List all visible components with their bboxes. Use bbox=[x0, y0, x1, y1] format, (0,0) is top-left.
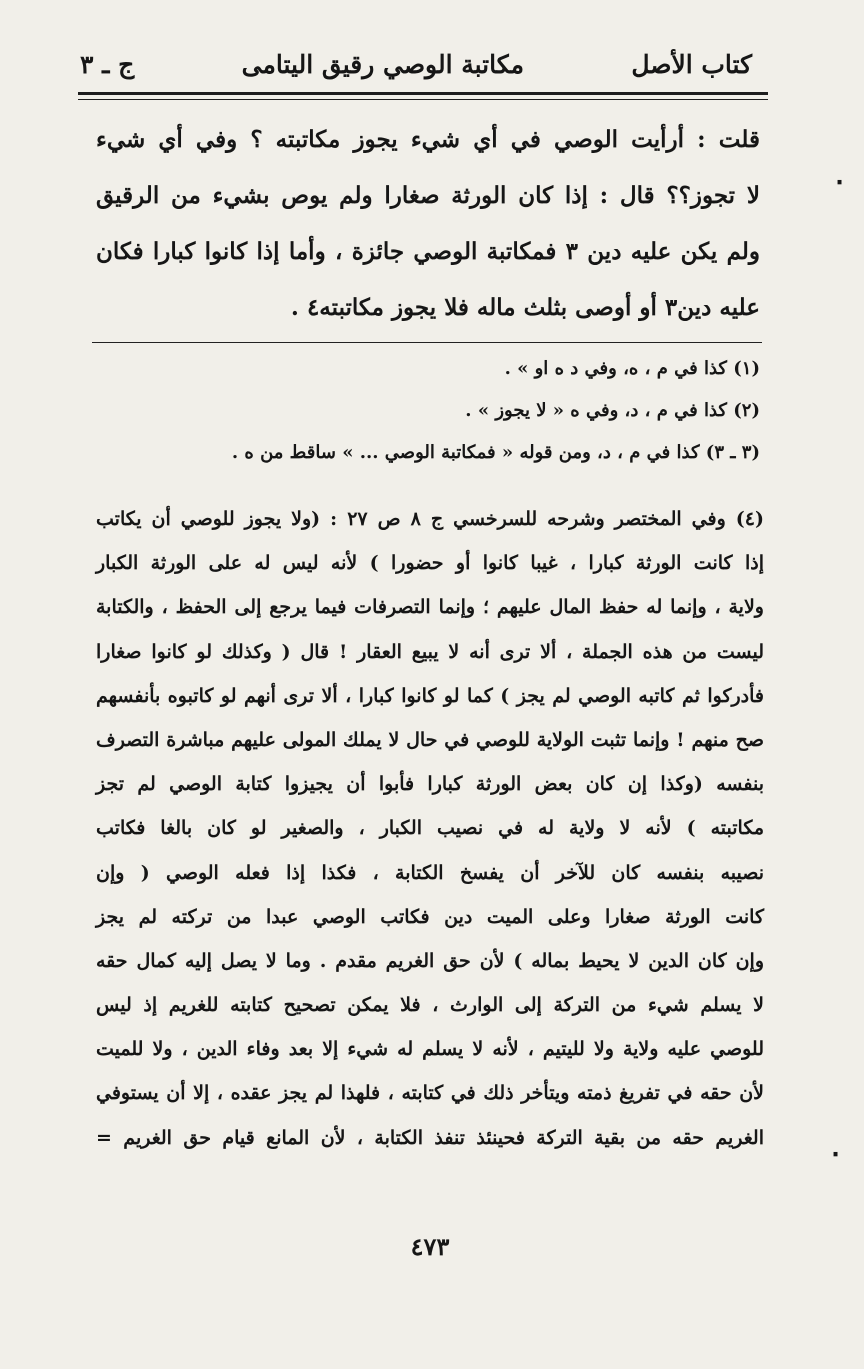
margin-mark: ٠ bbox=[832, 164, 848, 197]
main-text-line: ولم يكن عليه دين ٣ فمكاتبة الوصي جائزة ، وأما إذا كانوا كبارا فكان bbox=[96, 238, 761, 265]
footnote-4-line: ولاية ، وإنما له حفظ المال عليهم ؛ وإنما التصرفات فيما يرجع إلى الحفظ ، والكتابة bbox=[96, 596, 764, 619]
footnote-4-line: صح منهم ! وإنما تثبت الولاية للوصي في حال لا يملك المولى عليهم مباشرة التصرف bbox=[96, 728, 764, 751]
footnote-4-line: للوصي عليه ولاية ولا لليتيم ، لأنه لا يسلم له شيء إلا بعد وفاء الدين ، ولا للميت bbox=[96, 1038, 764, 1061]
footnote-3: (٣ ـ ٣) كذا في م ، د، ومن قوله « فمكاتبة الوصي ... » ساقط من ه . bbox=[231, 442, 760, 463]
footnote-4-line: وإن كان الدين لا يحيط بماله ) لأن حق الغريم مقدم . وما لا يصل إليه كمال حقه bbox=[96, 949, 765, 972]
footnote-2: (٢) كذا في م ، د، وفي ه « لا يجوز » . bbox=[465, 400, 760, 421]
footnote-separator bbox=[92, 342, 762, 343]
margin-mark: ٠ bbox=[828, 1136, 844, 1169]
footnote-4-line: نصيبه بنفسه كان للآخر أن يفسخ الكتابة ، فكذا إذا فعله الوصي ( وإن bbox=[96, 861, 764, 884]
footnote-4-line: لا يسلم شيء من التركة إلى الوارث ، فلا يمكن تصحيح كتابته للغريم إذ ليس bbox=[96, 994, 764, 1017]
footnotes bbox=[100, 348, 760, 474]
footnote-4-line: (٤) وفي المختصر وشرحه للسرخسي ج ٨ ص ٢٧ : (ولا يجوز للوصي أن يكاتب bbox=[96, 508, 764, 530]
volume-label: ج ـ ٣ bbox=[80, 49, 135, 79]
header-thin-rule bbox=[78, 99, 768, 100]
page-number: ٤٧٣ bbox=[410, 1232, 450, 1261]
main-text bbox=[96, 112, 760, 336]
footnote-4-line: الغريم حقه من بقية التركة فحينئذ تنفذ الكتابة ، لأن المانع قيام حق الغريم = bbox=[96, 1126, 764, 1149]
header-thick-rule bbox=[78, 92, 768, 95]
footnote-4-line: كانت الورثة صغارا وعلى الميت دين فكاتب الوصي عبدا من تركته لم يجز bbox=[96, 905, 764, 928]
main-text-line: قلت : أرأيت الوصي في أي شيء يجوز مكاتبته ؟ وفي أي شيء bbox=[96, 126, 760, 153]
footnote-4-line: مكاتبته ) لأنه لا ولاية له في نصيب الكبار ، والصغير لو كان بالغا فكاتب bbox=[96, 817, 764, 840]
main-text-line: لا تجوز؟؟ قال : إذا كان الورثة صغارا ولم يوص بشيء من الرقيق bbox=[96, 182, 760, 209]
footnote-1: (١) كذا في م ، ه، وفي د ه او » . bbox=[504, 358, 760, 379]
footnote-4-line: لأن حقه في تفريغ ذمته ويتأخر ذلك في كتابته ، فلهذا لم يجز عقده ، إلا أن يستوفي bbox=[96, 1082, 764, 1105]
running-header bbox=[80, 40, 752, 88]
footnote-4-line: فأدركوا ثم كاتبه الوصي لم يجز ) كما لو كانوا كبارا ، ألا ترى أنهم لو كاتبوه بأنفسهم bbox=[96, 684, 764, 707]
footnote-4 bbox=[96, 497, 764, 1160]
footnote-4-line: ليست من هذه الجملة ، ألا ترى أنه لا يبيع العقار ! قال ( وكذلك لو كانوا صغارا bbox=[96, 640, 764, 663]
chapter-title: مكاتبة الوصي رقيق اليتامى bbox=[241, 49, 524, 79]
footnote-4-line: بنفسه (وكذا إن كان بعض الورثة كبارا فأبوا أن يجيزوا كتابة الوصي لم تجز bbox=[96, 773, 764, 796]
footnote-4-line: إذا كانت الورثة كبارا ، غيبا كانوا أو حضورا ) لأنه ليس له على الورثة الكبار bbox=[96, 552, 764, 575]
main-text-line: عليه دين٣ أو أوصى بثلث ماله فلا يجوز مكاتبته٤ . bbox=[290, 294, 760, 321]
book-title: كتاب الأصل bbox=[631, 49, 752, 79]
